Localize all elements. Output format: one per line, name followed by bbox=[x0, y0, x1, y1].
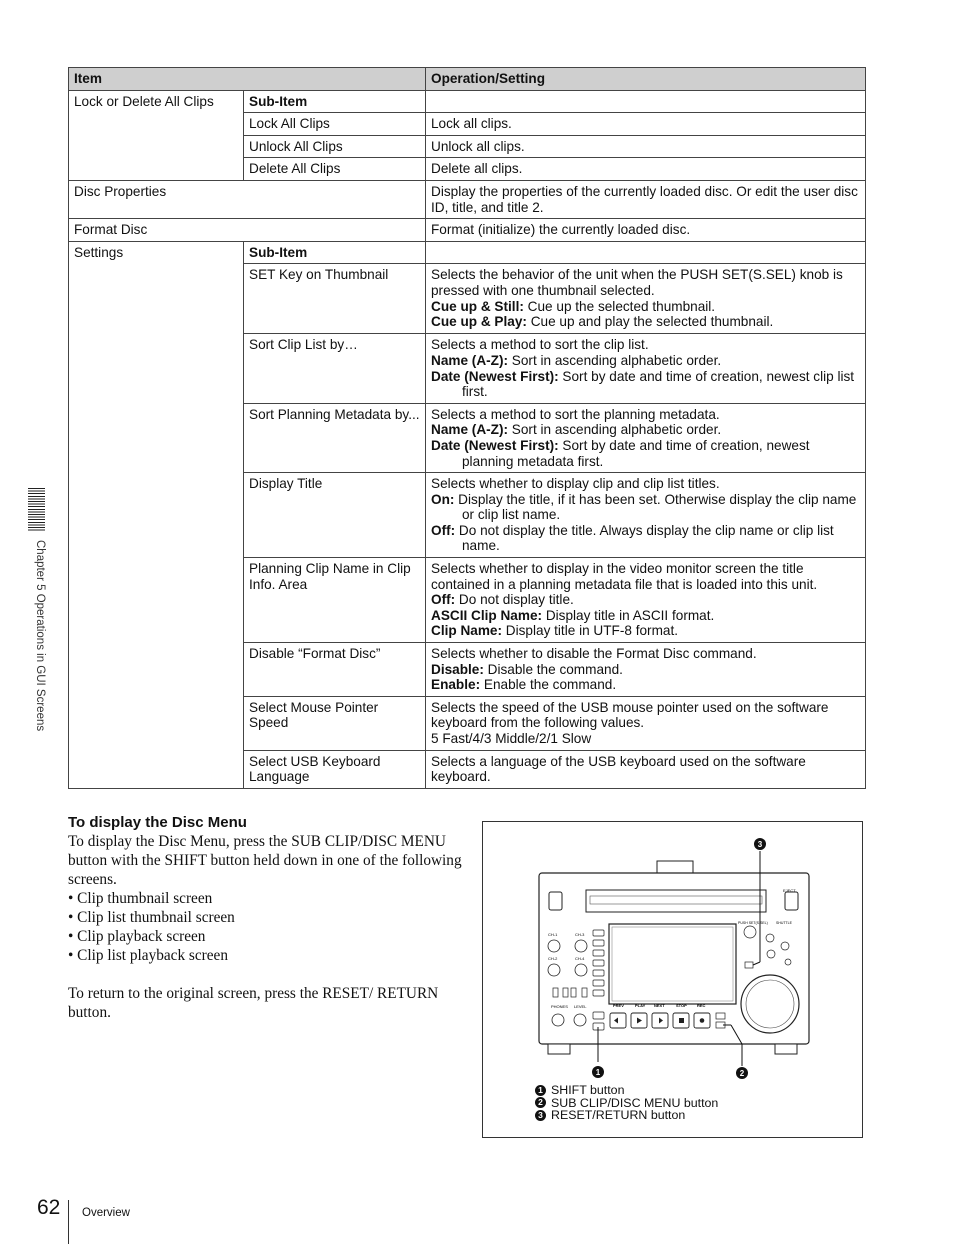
sub-item-cell: Sort Planning Metadata by... bbox=[244, 403, 426, 472]
next-label: NEXT bbox=[654, 1003, 665, 1008]
callout-2 bbox=[736, 1067, 748, 1079]
sub-item-cell: Planning Clip Name in Clip Info. Area bbox=[244, 558, 426, 643]
legend-item: 3 RESET/RETURN button bbox=[535, 1109, 718, 1122]
settings-table bbox=[68, 67, 866, 789]
number-badge: 1 bbox=[535, 1085, 546, 1096]
number-badge: 3 bbox=[535, 1110, 546, 1121]
device-figure bbox=[482, 821, 863, 1138]
sub-item-cell: Display Title bbox=[244, 473, 426, 558]
item-cell: Settings bbox=[69, 241, 244, 788]
list-item: • Clip list thumbnail screen bbox=[68, 909, 235, 926]
disc-menu-section bbox=[68, 814, 468, 1022]
header-item: Item bbox=[69, 68, 426, 91]
list-item: • Clip list playback screen bbox=[68, 947, 228, 964]
section-intro: To display the Disc Menu, press the SUB CLIP/DISC MENU button with the SHIFT button held down in one of the following screens. bbox=[68, 833, 462, 888]
sub-item-cell: Sort Clip List by… bbox=[244, 334, 426, 403]
screen-list bbox=[68, 889, 468, 965]
shuttle-label: SHUTTLE bbox=[776, 921, 792, 925]
sub-item-cell: Select Mouse Pointer Speed bbox=[244, 696, 426, 750]
number-badge: 2 bbox=[535, 1097, 546, 1108]
play-label: PLAY bbox=[635, 1003, 646, 1008]
item-cell: Format Disc bbox=[69, 219, 426, 242]
empty-cell bbox=[426, 241, 866, 264]
description-cell: Display the properties of the currently loaded disc. Or edit the user disc ID, title, and title 2. bbox=[426, 180, 866, 218]
description-cell: Selects whether to display clip and clip list titles. On: Display the title, if it has been set. Otherwise display the clip name or clip list name. Off: Do not display the title. Always display the clip name or clip list name. bbox=[426, 473, 866, 558]
empty-cell bbox=[426, 90, 866, 113]
description-cell: Selects whether to display in the video monitor screen the title contained in a planning metadata file that is loaded into this unit. Off: Do not display title. ASCII Clip Name: Display title in ASCII format. Clip Name: Display title in UTF-8 format. bbox=[426, 558, 866, 643]
description-cell: Format (initialize) the currently loaded disc. bbox=[426, 219, 866, 242]
sub-item-header: Sub-Item bbox=[244, 90, 426, 113]
table-header-row bbox=[69, 68, 866, 91]
eject-label: EJECT bbox=[783, 888, 796, 893]
legend-item: 2 SUB CLIP/DISC MENU button bbox=[535, 1097, 718, 1110]
phones-label: PHONES bbox=[551, 1004, 568, 1009]
svg-text:2: 2 bbox=[739, 1069, 745, 1078]
sub-item-cell: Disable “Format Disc” bbox=[244, 643, 426, 697]
description-cell: Selects a language of the USB keyboard used on the software keyboard. bbox=[426, 750, 866, 788]
item-cell: Lock or Delete All Clips bbox=[69, 90, 244, 180]
svg-text:1: 1 bbox=[595, 1068, 601, 1077]
table-row bbox=[69, 90, 866, 113]
stop-label: STOP bbox=[676, 1003, 687, 1008]
callout-3 bbox=[754, 838, 766, 850]
description-cell: Selects the behavior of the unit when the PUSH SET(S.SEL) knob is pressed with one thumbnail selected. Cue up & Still: Cue up the selected thumbnail. Cue up & Play: Cue up and play the selected thumbnail. bbox=[426, 264, 866, 334]
footer-divider bbox=[68, 1200, 69, 1244]
sub-item-cell: Select USB Keyboard Language bbox=[244, 750, 426, 788]
footer-section-label: Overview bbox=[82, 1207, 130, 1219]
callout-1 bbox=[592, 1066, 604, 1078]
sub-item-cell: Delete All Clips bbox=[244, 158, 426, 181]
section-outro: To return to the original screen, press the RESET/ RETURN button. bbox=[68, 985, 439, 1021]
item-cell: Disc Properties bbox=[69, 180, 426, 218]
chapter-tab-label: Chapter 5 Operations in GUI Screens bbox=[34, 540, 46, 732]
table-row bbox=[69, 241, 866, 264]
ch3-label: CH-3 bbox=[575, 932, 585, 937]
svg-text:3: 3 bbox=[757, 840, 763, 849]
ch1-label: CH-1 bbox=[548, 932, 558, 937]
prev-label: PREV bbox=[613, 1003, 624, 1008]
description-cell: Selects a method to sort the planning metadata. Name (A-Z): Sort in ascending alphabetic order. Date (Newest First): Sort by date and time of creation, newest planning metadata first. bbox=[426, 403, 866, 472]
sub-item-cell: Lock All Clips bbox=[244, 113, 426, 136]
description-cell: Unlock all clips. bbox=[426, 135, 866, 158]
ch2-label: CH-2 bbox=[548, 956, 558, 961]
rec-label: REC bbox=[697, 1003, 706, 1008]
push-set-label: PUSH SET(S.SEL) bbox=[738, 921, 768, 925]
description-cell: Selects whether to disable the Format Disc command. Disable: Disable the command. Enable: Enable the command. bbox=[426, 643, 866, 697]
header-operation: Operation/Setting bbox=[426, 68, 866, 91]
sub-item-header: Sub-Item bbox=[244, 241, 426, 264]
description-cell: Selects a method to sort the clip list. Name (A-Z): Sort in ascending alphabetic order. Date (Newest First): Sort by date and time of creation, newest clip list first. bbox=[426, 334, 866, 403]
page-number: 62 bbox=[37, 1196, 61, 1219]
chapter-tab-stripes bbox=[28, 488, 45, 532]
description-cell: Lock all clips. bbox=[426, 113, 866, 136]
level-label: LEVEL bbox=[574, 1004, 587, 1009]
legend-item: 1 SHIFT button bbox=[535, 1084, 718, 1097]
ch4-label: CH-4 bbox=[575, 956, 585, 961]
description-cell: Delete all clips. bbox=[426, 158, 866, 181]
figure-legend bbox=[535, 1084, 718, 1122]
sub-item-cell: Unlock All Clips bbox=[244, 135, 426, 158]
description-cell: Selects the speed of the USB mouse pointer used on the software keyboard from the following values. 5 Fast/4/3 Middle/2/1 Slow bbox=[426, 696, 866, 750]
table-row bbox=[69, 180, 866, 218]
list-item: • Clip playback screen bbox=[68, 928, 206, 945]
list-item: • Clip thumbnail screen bbox=[68, 890, 213, 907]
section-heading: To display the Disc Menu bbox=[68, 814, 247, 831]
table-row bbox=[69, 219, 866, 242]
sub-item-cell: SET Key on Thumbnail bbox=[244, 264, 426, 334]
